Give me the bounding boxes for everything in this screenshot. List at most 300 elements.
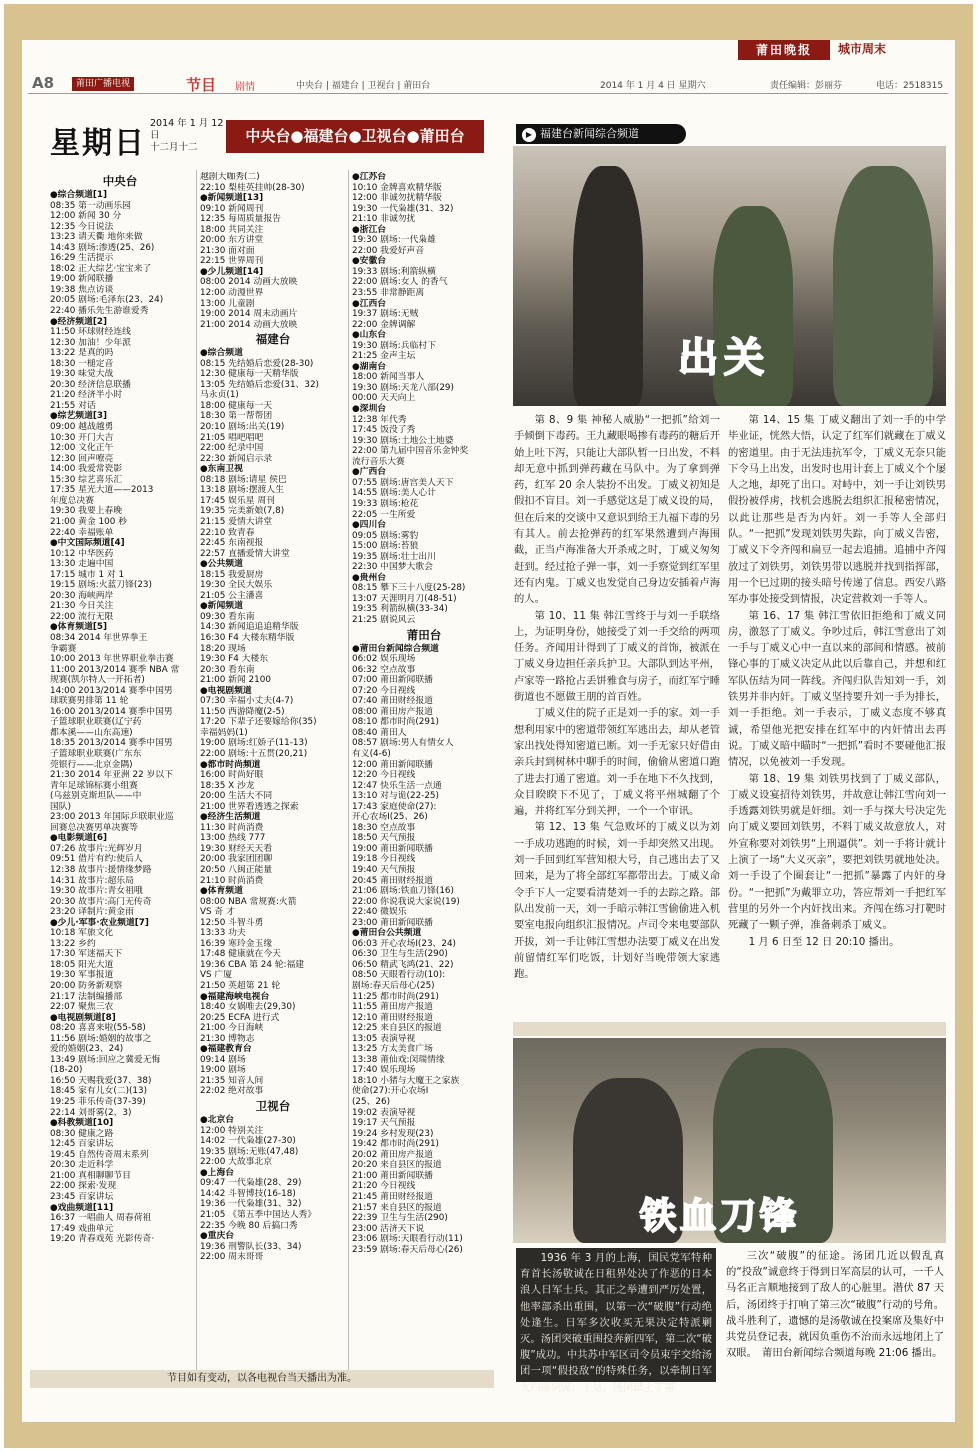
listing-row: 19:30 故事片:青女祖哦	[50, 886, 143, 897]
listing-row: 20:50 八闽正能量	[200, 865, 273, 875]
station-heading: 莆田台	[406, 627, 442, 642]
listing-row: 幸福妈妈(1)	[200, 727, 248, 738]
listing-row: 19:35 完美新娘(7,8)	[200, 506, 285, 517]
section-subtitle: 剧情	[235, 82, 255, 93]
listing-row: 18:35 2013/2014 赛季中国男	[50, 738, 173, 749]
listing-row: 22:39 卫生与生活(290)	[352, 1213, 448, 1224]
listing-row: 21:00 黄金 100 秒	[50, 516, 127, 527]
listing-row: 13:10 对与诡(22-25)	[352, 791, 439, 802]
listing-row: 18:02 正大综艺·宝宝来了	[50, 263, 152, 274]
listing-row: 19:30 一代枭雄(31、32)	[352, 203, 454, 214]
listing-row: 有义(4-6)	[352, 748, 391, 759]
listing-row: 13:22 是真的吗	[50, 348, 114, 359]
listing-row: 21:00 今日海峡	[200, 1023, 264, 1034]
listing-row: 21:00 真相聊聊节目	[50, 1170, 131, 1181]
listing-row: 13:00 儿童剧	[200, 298, 255, 309]
drama-title-2: 铁血刀锋	[640, 1196, 801, 1237]
listing-row: 21:00 新闻 2100	[200, 675, 271, 686]
listing-row: 20:30 走近科学	[50, 1160, 114, 1171]
day-date: 2014 年 1 月 12 日	[150, 118, 224, 141]
listing-row: 12:20 今日视线	[352, 770, 416, 781]
listing-row: 19:00 莆田新闻联播	[352, 843, 433, 854]
listing-row: 21:05 《第五季中国达人秀》	[200, 1209, 317, 1220]
channel-heading: ●浙江台	[352, 224, 387, 235]
listing-row: 21:45 莆田财经报道	[352, 1191, 433, 1202]
listing-row: 18:45 家有儿女(二)(13)	[50, 1086, 148, 1097]
listing-row: 21:25 剧说风云	[352, 614, 416, 625]
listing-row: 00:00 天天向上	[352, 393, 416, 404]
listing-row: 08:30 健康之路	[50, 1128, 114, 1139]
listing-row: 17:43 家庭使命(27):	[352, 801, 437, 812]
listing-row: 06:30 卫生与生活(290)	[352, 949, 448, 960]
channel-heading: ●莆田台公共频道	[352, 928, 422, 939]
channel-heading: ●山东台	[352, 330, 387, 341]
channel-heading: ●莆田台新闻综合频道	[352, 643, 439, 654]
listing-row: 18:35 X 沙龙	[200, 780, 255, 791]
listing-row: 马永贞(1)	[200, 390, 239, 401]
listing-row: 21:30 今日关注	[50, 601, 114, 612]
listing-row: 07:40 莆田财经报道	[352, 696, 433, 707]
listing-row: 22:10 致青春	[200, 527, 255, 538]
listing-row: 17:30 军迷福天下	[50, 949, 123, 960]
station-heading: 福建台	[255, 332, 291, 347]
listing-row: 11:55 莆田房产报道	[352, 1002, 433, 1013]
listing-row: 16:50 天赐我爱(37、38)	[50, 1075, 152, 1086]
listing-row: 18:00 新闻当事人	[352, 372, 425, 383]
listing-row: 06:32 空点故事	[352, 664, 416, 675]
page-number: A8	[32, 74, 55, 92]
divider-bar	[513, 1022, 946, 1036]
listing-row: 19:30 剧场:兵临村下	[352, 340, 436, 351]
listing-row: 莞银行——北京金隅)	[50, 759, 133, 770]
listing-row: 17:15 城市 1 对 1	[50, 569, 125, 580]
listing-row: 18:30 第一帮帮团	[200, 411, 273, 422]
channel-heading: ●新闻频道[13]	[200, 193, 264, 204]
listing-row: 14:00 2013/2014 赛季中国男	[50, 685, 173, 696]
synopsis-paragraph: 第 10、11 集 韩江雪终于与刘一手联络上，为证明身份，她接受了刘一手交给的两项任务。齐闻用计得到了丁威义的首饰，被派在丁威义身边担任亲兵护卫。大部队到达平州，卢家等一路抢占丢饼雅食与房子，而红军宁睡街道也不愿做王朋的首百姓。	[514, 609, 720, 704]
listing-row: 23:06 剧场:天眼看行动(11)	[352, 1234, 463, 1245]
listing-row: 21:55 对话	[50, 400, 96, 411]
listing-row: 年度总决赛	[50, 495, 94, 506]
listing-row: 23:55 非常静距离	[352, 288, 425, 299]
listing-row: 09:10 新闻周刊	[200, 203, 264, 214]
listing-row: 17:45 饭没了秀	[352, 425, 416, 436]
listing-row: 08:00 2014 动画大放映	[200, 277, 298, 288]
listing-row: 08:15 先结婚后恋爱(28-30)	[200, 358, 314, 369]
listing-row: 20:45 莆田财经报道	[352, 875, 433, 886]
listing-row: 11:30 时尚消费	[200, 822, 264, 833]
caption-text: 三次“破腹”的征途。汤团几近以假乱真的“投敌”诚意终于得到日军高层的认可，一千人马名正言顺地接到了敌人的心脏里。潜伏 87 天后，汤团终于打响了第三次“破腹”行动的号角。战斗胜利了，遗憾的是汤敬诚在投案席及集好中共党员登记表，就因负重伤不治而永远地闭上了双眼。 莆田台新闻综合频道每晚 21:06 播出。	[726, 1250, 944, 1360]
brand-badge: 莆田广播电视	[72, 77, 134, 91]
listing-row: 12:00 非诚勿扰精华版	[352, 193, 442, 204]
channel-heading: ●体育频道[5]	[50, 622, 108, 633]
listing-row: 13:22 乡约	[50, 938, 96, 949]
listing-row: 16:29 生活提示	[50, 253, 114, 264]
synopsis-column-left	[514, 412, 720, 982]
channel-heading: ●广西台	[352, 467, 387, 478]
listing-row: 21:00 世界看透透之探索	[200, 801, 299, 812]
listing-row: 08:35 第一动画乐园	[50, 200, 131, 211]
masthead-section-tag: 城市周末	[838, 42, 887, 56]
listing-row: 22:05 一生所爱	[352, 509, 416, 520]
listing-column-2	[200, 172, 346, 1372]
listing-row: 19:42 都市时尚(291)	[352, 1139, 439, 1150]
channel-heading: ●电影频道[6]	[50, 833, 108, 844]
synopsis-paragraph: 第 14、15 集 丁威义翻出了刘一手的中学毕业证，恍然大悟，认定了红军们就藏在丁威义的密道里。由于无法违抗军令，丁威义无奈只能下令马上出发，出发时也用计套上丁威义个个屡人之地，却死了出口。对峙中，刘一手让刘铁男假扮被俘虏，找机会逃脱去组织汇报秘密情况，以此让那些是否为内奸。刘一手等人全部归队。“一把抓”发现刘铁男失踪，向丁威义告密，丁威义下令齐闯和扁豆一起去追捕。追捕中齐闯放过了刘铁男，刘铁男带以逃脱并找到指挥部，用一个巳过期的接头暗号传递了信息。西安八路军办事处接受到情报，决定营救刘一手等人。	[728, 414, 946, 606]
masthead-logo: 莆田晚报	[738, 40, 830, 60]
listing-row: 13:05 先结婚后恋爱(31、32)	[200, 379, 319, 390]
listing-row: 18:30 空点故事	[352, 822, 416, 833]
listing-row: 19:00 2014 周末动画片	[200, 309, 298, 320]
channel-heading: ●新闻频道	[200, 601, 243, 612]
listing-row: (乌兹别克斯坦队——中	[50, 791, 142, 802]
listing-row: 12:25 来自县区的报道	[352, 1023, 442, 1034]
phone-number: 电话：2518315	[876, 81, 944, 91]
listing-row: 16:37 一唱曲人 周春荷祖	[50, 1213, 152, 1224]
listing-row: 20:20 来自县区的报道	[352, 1160, 442, 1171]
listing-row: 12:00 莆田新闻联播	[352, 759, 433, 770]
listing-row: 子篮球职业联赛(广东东	[50, 748, 142, 759]
listing-row: 13:23 请天衢 地你来做	[50, 232, 143, 243]
listing-row: 21:30 博物志	[200, 1033, 255, 1044]
listing-row: 回赛总决赛男单决赛等	[50, 822, 138, 833]
listing-row: 13:18 剧场:摆渡人生	[200, 485, 284, 496]
listing-row: 09:51 借片有约:使后人	[50, 854, 143, 865]
listing-row: 12:35 今日说法	[50, 221, 114, 232]
page-header-bar	[28, 74, 948, 94]
listing-row: 08:10 都市时尚(291)	[352, 717, 439, 728]
listing-row: 09:47 一代枭雄(28、29)	[200, 1178, 302, 1189]
listing-row: 19:30 全民大娱乐	[200, 580, 273, 591]
channel-heading: ●东南卫视	[200, 464, 243, 475]
listing-row: 08:57 剧场:男人有情女人	[352, 738, 454, 749]
listing-row: 23:45 百家讲坛	[50, 1191, 114, 1202]
listing-row: 10:10 金牌喜欢精华版	[352, 182, 442, 193]
listing-row: 21:15 爱情大讲堂	[200, 516, 273, 527]
listing-row: 21:05 公主潘喜	[200, 590, 264, 601]
channel-heading: ●少儿频道[14]	[200, 266, 264, 277]
listing-row: 23:00 莆田新闻联播	[352, 917, 433, 928]
listing-row: 12:47 快乐生活一点通	[352, 780, 442, 791]
listing-row: 08:20 喜喜来啦(55-58)	[50, 1023, 146, 1034]
channel-heading: ●少儿·军事·农业频道[7]	[50, 917, 149, 928]
listing-row: (18-20)	[50, 1065, 83, 1076]
listing-row: 22:07 聚焦三农	[50, 1002, 114, 1013]
listing-row: 21:30 2014 年亚洲 22 岁以下	[50, 770, 173, 781]
listing-row: 19:33 剧场:枪花	[352, 498, 419, 509]
schedule-note: 节目如有变动，以各电视台当天播出为准。	[30, 1370, 494, 1388]
listing-row: 19:30 味觉大战	[50, 369, 114, 380]
listing-row: 12:45 百家讲坛	[50, 1139, 114, 1150]
listing-row: 12:30 加油！少年派	[50, 337, 131, 348]
listing-row: 08:00 莆田房产报道	[352, 706, 433, 717]
listing-row: 21:00 莆田新闻联播	[352, 1170, 433, 1181]
listing-row: 08:18 剧场:请星 侯巴	[200, 474, 287, 485]
listing-row: 爱的婚姻(23、24)	[50, 1044, 124, 1055]
listing-row: 11:00 2013/2014 赛季 NBA 常	[50, 664, 180, 675]
listing-column-3	[352, 172, 496, 1372]
channel-heading: ●公共频道	[200, 559, 243, 570]
listing-row: 12:00 新闻 30 分	[50, 211, 122, 222]
listing-row: 19:30 我要上春晚	[50, 506, 123, 517]
channel-heading: ●综艺频道[3]	[50, 411, 108, 422]
listing-row: 球联赛男排第 11 轮	[50, 696, 129, 707]
listing-row: 19:30 军事报道	[50, 970, 114, 981]
listing-row: 19:15 剧场:火蓝刀锋(23)	[50, 580, 152, 591]
channel-heading: ●戏曲频道[11]	[50, 1202, 114, 1213]
listing-row: 20:30 海峡两岸	[50, 590, 114, 601]
listing-row: 越剧大咖秀(二)	[200, 172, 260, 182]
listing-row: 23:00 2013 年国际乒联职业巡	[50, 812, 174, 823]
listing-row: 都本溪——山东高速)	[50, 727, 133, 738]
listing-row: 21:20 经济半小时	[50, 390, 123, 401]
listing-row: 21:06 剧场:铁血刀锋(16)	[352, 886, 454, 897]
listing-row: 16:30 F4 大楼东精华版	[200, 632, 295, 643]
listing-row: 20:00 东方讲堂	[200, 235, 264, 246]
channel-heading: ●重庆台	[200, 1231, 235, 1242]
listing-row: 23:00 活济天下说	[352, 1223, 425, 1234]
listing-row: 14:02 一代枭雄(27-30)	[200, 1136, 296, 1147]
listing-row: 08:00 NBA 常规赛:火箭	[200, 896, 297, 907]
listing-row: 13:38 莆仙戏:闵瑞情缘	[352, 1054, 445, 1065]
listing-row: 19:38 焦点访谈	[50, 284, 114, 295]
listing-row: 19:30 财经天天看	[200, 843, 273, 854]
channel-heading: ●中文国际频道[4]	[50, 538, 125, 549]
listing-row: 16:00 2013/2014 赛季中国男	[50, 706, 173, 717]
listing-row: 19:20 青春戏苑 光影传奇·	[50, 1234, 155, 1245]
listing-row: 08:40 莆田人	[352, 727, 407, 738]
listing-row: 18:15 我爱厨房	[200, 569, 264, 580]
listing-row: 22:00 我爱好声音	[352, 245, 425, 256]
channel-heading: ●科教频道[10]	[50, 1118, 114, 1129]
listing-row: 21:10 时尚消费	[200, 875, 264, 886]
listing-row: 17:49 戏曲单元	[50, 1223, 114, 1234]
listing-row: 21:50 英超第 21 轮	[200, 981, 281, 992]
listing-row: 19:30 剧场:土地公土地婆	[352, 435, 454, 446]
listing-row: 10:12 中华医药	[50, 548, 114, 559]
listing-row: 22:30 中国梦大歌会	[352, 562, 433, 573]
listing-row: 子篮球职业联赛(辽宁药	[50, 717, 142, 728]
listing-row: 12:00 文化正午	[50, 443, 114, 454]
listing-row: 07:55 剧场:唐宫美人天下	[352, 477, 454, 488]
listing-row: 流行音乐大赛	[352, 456, 405, 467]
station-heading: 卫视台	[255, 1099, 291, 1114]
synopsis-paragraph: 第 12、13 集 气急败坏的丁威义以为刘一手成功逃跑的时候，刘一手却突然又出现。刘一手回到红军营知根大号，自己逃出去了又回来，是为了将全部红军都带出去。丁威义命令手下人一定要看清楚刘一手的去踪之路。部队出发前一天，刘一手暗示韩江雪偷偷进入机要室电报向组织汇报情况。卢司令来电要部队开拔，刘一手让韩江雪想办法要丁威义在出发前留情红军们吃饭，计划好当晚带领大家逃跑。	[514, 821, 720, 981]
listing-row: VS 奇 才	[200, 907, 235, 918]
listing-row: 19:30 F4 大楼东	[200, 654, 268, 665]
listing-row: 14:31 故事片:超乐局	[50, 875, 134, 886]
listing-row: 20:02 莆田房产报道	[352, 1149, 433, 1160]
listing-row: 12:00 动漫世界	[200, 288, 264, 299]
listing-row: 07:20 今日视线	[352, 685, 416, 696]
play-icon: ▶	[522, 128, 536, 142]
listing-row: 06:02 娱乐现场	[352, 654, 416, 665]
listing-row: 国队)	[50, 801, 72, 812]
listing-row: 19:36 一代枭雄(31、32)	[200, 1199, 302, 1210]
column-divider	[348, 170, 349, 1375]
issue-date: 2014 年 1 月 4 日 星期六	[600, 81, 706, 91]
channel-heading: ●上海台	[200, 1167, 235, 1178]
caption-left	[516, 1248, 716, 1394]
listing-row: 09:30 看东南	[200, 611, 255, 622]
channel-heading: ●经济频道[2]	[50, 316, 108, 327]
listing-row: 19:33 剧场:利箭纵横	[352, 266, 436, 277]
channel-heading: ●四川台	[352, 520, 387, 531]
listing-row: 15:00 剧场:苔狼	[352, 541, 419, 552]
synopsis-paragraph: 第 8、9 集 神秘人威胁“一把抓”给刘一手倾倒下毒药。王九藏眼喝掺有毒药的糖后开始上吐下泻，只能让大部队暂一日出发，不料却无意中抓到弹药藏在马队中。为了拿到弹药，红军 20 余人装扮不出发。丁威义初知是假扣不盲目。刘一手感觉这是丁威义设的局，但在后来的交谈中又意识到给王九福下毒的另有其人。前去抢弹药的红军果然遭到卢海围截，正当卢海准备大开杀戒之时，丁威义匆匆赶到。经过抢子弹一事，刘一手察觉到红军里还有内鬼。丁威义也发觉自己身边安插着卢海的人。	[514, 414, 720, 606]
listing-row: 12:35 每周质量报告	[200, 214, 281, 225]
listing-row: 19:02 表演导视	[352, 1107, 416, 1118]
listing-row: 22:40 微娱乐	[352, 907, 407, 918]
listing-row: 22:35 今晚 80 后搞口秀	[200, 1220, 298, 1231]
listing-row: 19:45 自然传奇周末系列	[50, 1149, 149, 1160]
listing-row: 21:05 唱吧唱吧	[200, 432, 264, 443]
listing-row: 09:14 剧场	[200, 1054, 246, 1065]
caption-text: 1936 年 3 月的上海，国民党军特种育首长汤敬诚在日租界处决了作恶的日本浪人日军士兵。其正之举遭到严厉处置，他率部杀出重围，以第一次“破腹”行动绝处逢生。日军多次收买无果决定特派剿灭。汤团突破重围投奔新四军，第二次“破腹”成功。中共苏中军区司令员束宇交给汤团一项“假投敌”的特殊任务，以牵制日军大扫荡阴谋，于是，汤团踏上了第	[520, 1252, 712, 1394]
listing-row: 18:05 阳光大道	[50, 959, 114, 970]
listing-row: 17:45 娱乐星 周刊	[200, 495, 275, 506]
synopsis-column-right	[728, 412, 946, 950]
listing-row: 11:25 都市时尚(291)	[352, 991, 439, 1002]
listing-row: 11:56 剧场:婚姻的故事之	[50, 1033, 152, 1044]
listing-row: 22:00 周末哥哥	[200, 1252, 264, 1263]
caption-right	[726, 1248, 944, 1361]
listing-row: 12:50 斗智斗勇	[200, 917, 264, 928]
listing-row: 19:36 CBA 第 24 轮:福建	[200, 959, 305, 970]
listing-row: 22:00 大故事北京	[200, 1157, 273, 1168]
listing-row: 13:07 天涯明月刀(48-51)	[352, 593, 457, 604]
listing-row: 22:00 剧场:女人 的香气	[352, 277, 448, 288]
listing-row: 19:18 今日视线	[352, 854, 416, 865]
listing-row: 剧场:春天后母心(25)	[352, 981, 435, 992]
listing-row: 17:20 下辈子还要嫁给你(35)	[200, 717, 317, 728]
listing-row: 14:30 新闻追追追精华版	[200, 622, 299, 633]
channel-heading: ●福建教育台	[200, 1044, 252, 1055]
listing-row: 19:00 剧场	[200, 1065, 246, 1076]
listing-row: 22:14 刘哥雾(2、3)	[50, 1107, 132, 1118]
channel-heading: ●深圳台	[352, 404, 387, 415]
listing-row: 07:00 莆田新闻联播	[352, 675, 433, 686]
listing-row: 17:48 健康就在今天	[200, 949, 281, 960]
listing-row: 13:30 走遍中国	[50, 559, 114, 570]
listing-row: 17:35 星光大道——2013	[50, 485, 154, 496]
listing-row: 13:05 表演导视	[352, 1033, 416, 1044]
listing-row: 18:00 共同关注	[200, 224, 264, 235]
listing-row: 06:50 精武飞鸿(21、22)	[352, 959, 454, 970]
synopsis-paragraph: 第 16、17 集 韩江雪依旧拒绝和丁威义同房，激怒了丁威义。争吵过后，韩江雪意出了刘一手与丁威义心中一直以来的部间和情感。被前锋心事的丁威义决定从此以后靠自己，并想和红军队伍结为同一阵线。齐闯归队告知刘一手，刘铁男并非内奸。丁威义坚持要升刘一手为排长，刘一手拒绝。刘一手表示，丁威义态度不够真诚，希望他光把安排在红军中的内奸情出去再说。丁威义暗中瞄时“一把抓”看时不要碰他汇报情况，以免被刘一手发现。	[728, 609, 946, 769]
listing-row: 22:40 播乐先生游谁爱秀	[50, 306, 149, 317]
listing-row: 22:30 新闻启示录	[200, 453, 273, 464]
channel-heading: ●北京台	[200, 1115, 235, 1126]
listing-row: 21:30 面对面	[200, 245, 255, 256]
listing-row: 22:15 世界周刊	[200, 256, 264, 267]
listing-row: 13:33 功夫	[200, 928, 246, 939]
listing-row: 11:50 西游降魔(2-5)	[200, 706, 285, 717]
listing-row: 14:55 剧场:美人心计	[352, 488, 436, 499]
section-title: 节目	[186, 76, 217, 94]
listing-row: 22:00 金牌调解	[352, 319, 416, 330]
listing-row: 21:57 来自县区的报道	[352, 1202, 442, 1213]
listing-row: 19:37 剧场:无贼	[352, 309, 419, 320]
feature-title-bar	[516, 124, 686, 144]
station-heading: 中央台	[102, 174, 138, 188]
listing-row: 22:10 梨桂英挂帅(28-30)	[200, 182, 305, 193]
channel-heading: ●体育频道	[200, 886, 243, 897]
column-divider	[196, 170, 197, 1375]
listing-row: 22:45 东南视报	[200, 538, 264, 549]
listing-row: 22:57 直播爱情大讲堂	[200, 548, 290, 559]
channel-heading: ●贵州台	[352, 572, 387, 583]
listing-row: 10:18 军旅文化	[50, 928, 114, 939]
listing-row: 22:00 探索·发现	[50, 1181, 117, 1192]
drama-title-1: 出关	[678, 335, 770, 381]
listing-row: 08:50 天眼看行动(10):	[352, 970, 446, 981]
listing-row: 18:40 女娲唯去(29,30)	[200, 1002, 296, 1013]
listing-row: 18:10 小猪与大魔王之家族	[352, 1075, 460, 1086]
listing-row: 22:40 幸福账单	[50, 527, 114, 538]
listing-row: 10:00 2013 年世界职业拳击赛	[50, 654, 174, 665]
listing-row: 06:03 开心农场Ⅰ(23、24)	[352, 938, 456, 949]
listing-row: 22:00 剧场:十五贯(20,21)	[200, 748, 308, 759]
channel-heading: ●安徽台	[352, 256, 387, 267]
listing-row: 19:36 刑警队长(33、34)	[200, 1241, 302, 1252]
channel-heading: ●福建海峡电视台	[200, 991, 270, 1002]
listing-row: 07:30 幸福小丈夫(4-7)	[200, 696, 294, 707]
listing-row: 09:05 剧场:雾豹	[352, 530, 419, 541]
channel-heading: ●经济生活频道	[200, 812, 261, 823]
listing-row: 21:35 知音人间	[200, 1075, 264, 1086]
listing-row: 19:00 新闻联播	[50, 274, 114, 285]
listing-row: 16:00 时尚好眼	[200, 770, 264, 781]
listing-row: 21:25 金声主坛	[352, 351, 416, 362]
listing-row: 22:00 第九届中国音乐金钟奖	[352, 446, 469, 457]
listing-row: (25、26)	[352, 1097, 391, 1108]
day-info	[150, 118, 226, 154]
listing-row: 19:35 剧场:无账(47,48)	[200, 1146, 299, 1157]
listing-row: 14:42 斗智博技(16-18)	[200, 1188, 296, 1199]
listing-row: 18:50 天气预报	[352, 833, 416, 844]
listing-row: 12:38 年代秀	[352, 414, 407, 425]
channel-heading: ●综合频道	[200, 348, 243, 359]
synopsis-paragraph: 1 月 6 日至 12 日 20:10 播出。	[748, 935, 900, 948]
listing-row: 13:25 方太美食广场	[352, 1044, 433, 1055]
day-title: 星期日	[50, 126, 146, 161]
channel-heading: ●湖南台	[352, 361, 387, 372]
listing-row: 07:26 故事片:光辉岁月	[50, 843, 143, 854]
listing-row: 18:20 现场	[200, 643, 246, 654]
listing-row: 14:43 剧场:渗透(25、26)	[50, 242, 155, 253]
listing-row: 19:17 天气预报	[352, 1118, 416, 1129]
listing-row: 20:30 看东南	[200, 664, 255, 675]
channel-list: 中央台 | 福建台 | 卫视台 | 莆田台	[296, 81, 431, 91]
listing-row: 争霸赛	[50, 643, 77, 654]
listing-row: 13:49 剧场:回应之冀爱无悔	[50, 1054, 161, 1065]
feature-title: 福建台新闻综合频道	[540, 127, 639, 140]
listing-row: 21:17 法制编播部	[50, 991, 123, 1002]
listing-row: 22:00 纪录中国	[200, 443, 264, 454]
channel-heading: ●江苏台	[352, 172, 387, 182]
editor-credit: 责任编辑：彭丽芬	[770, 81, 843, 91]
channels-banner: 中央台●福建台●卫视台●莆田台	[226, 120, 484, 153]
listing-row: 22:00 你说我说大家说(19)	[352, 896, 460, 907]
channel-heading: ●电视剧频道[8]	[50, 1012, 116, 1023]
listing-row: 开心农场Ⅰ(25、26)	[352, 812, 428, 823]
listing-row: 11:50 环球财经连线	[50, 327, 131, 338]
channel-heading: ●江西台	[352, 298, 387, 309]
listing-row: 使命(27):开心农场Ⅰ	[352, 1086, 429, 1097]
channel-heading: ●电视剧频道	[200, 685, 252, 696]
listing-row: 19:35 剧场:壮士出川	[352, 551, 436, 562]
